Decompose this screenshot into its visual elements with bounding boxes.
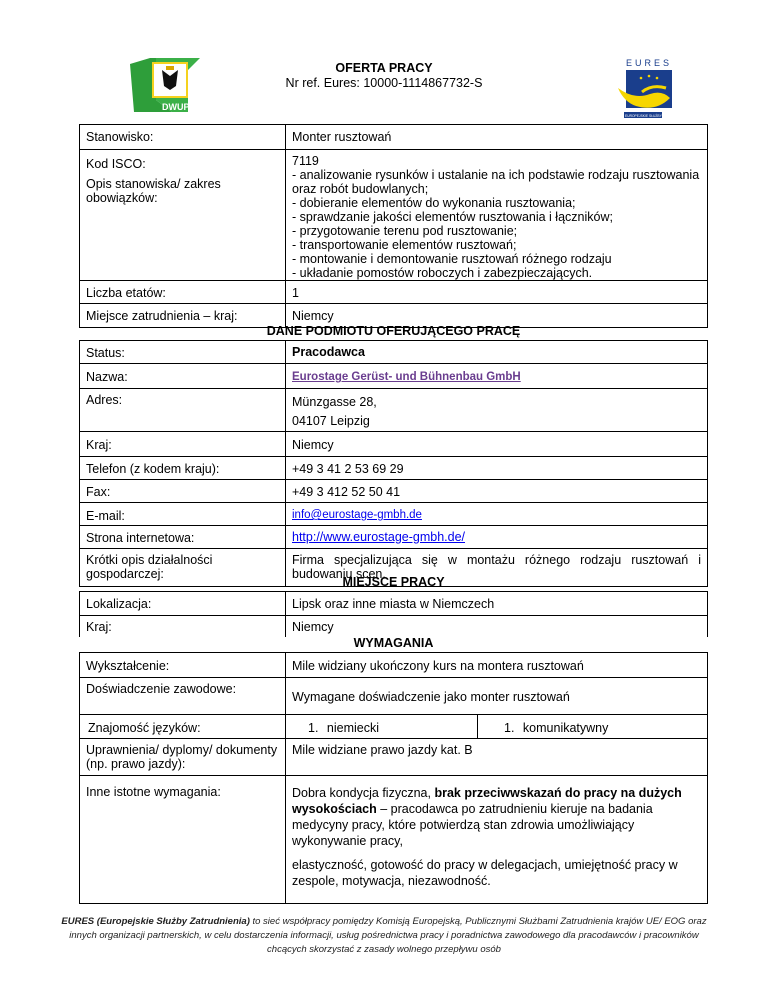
employer-table bbox=[79, 340, 708, 587]
workplace-table bbox=[79, 591, 708, 637]
language-name: niemiecki bbox=[326, 721, 380, 735]
address-line1: Münzgasse 28, bbox=[292, 395, 377, 409]
dwup-logo bbox=[126, 56, 210, 114]
employment-country-value: Niemcy bbox=[292, 309, 334, 323]
footer-eures-bold: EURES (Europejskie Służby Zatrudnienia) bbox=[61, 916, 250, 927]
duty-item: - układanie pomostów roboczych i zabezpieczających. bbox=[292, 266, 593, 280]
workplace-country-label: Kraj: bbox=[80, 616, 286, 637]
name-label: Nazwa: bbox=[80, 364, 286, 388]
status-label: Status: bbox=[80, 341, 286, 363]
duty-item: - montowanie i demontowanie rusztowań różnego rodzaju bbox=[292, 252, 612, 266]
phone-value: +49 3 41 2 53 69 29 bbox=[292, 462, 404, 476]
business-description-value: Firma specjalizująca się w montażu różnego rodzaju rusztowań i budowaniu scen. bbox=[292, 553, 701, 581]
business-description-label: Krótki opis działalności gospodarczej: bbox=[80, 549, 286, 586]
language-level-number: 1. bbox=[504, 721, 515, 735]
experience-label: Doświadczenie zawodowe: bbox=[80, 678, 286, 714]
duty-item: - przygotowanie terenu pod rusztowanie; bbox=[292, 224, 518, 238]
fax-label: Fax: bbox=[80, 480, 286, 502]
workplace-section-title: MIEJSCE PRACY bbox=[342, 575, 445, 589]
other-req-text-a: Dobra kondycja fizyczna, bbox=[292, 786, 435, 800]
other-requirements-paragraph1 bbox=[292, 785, 701, 849]
status-value: Pracodawca bbox=[292, 345, 365, 359]
address-label: Adres: bbox=[80, 389, 286, 431]
education-value: Mile widziany ukończony kurs na montera rusztowań bbox=[292, 659, 584, 673]
isco-and-description-labels bbox=[80, 150, 286, 280]
eures-logo-caption: EUROPEJSKIE SŁUŻBY ZATRUDNIENIA bbox=[625, 114, 687, 118]
country-label: Kraj: bbox=[80, 432, 286, 456]
employer-section-title: DANE PODMIOTU OFERUJĄCEGO PRACĘ bbox=[266, 324, 521, 338]
position-label: Stanowisko: bbox=[80, 125, 286, 149]
description-label: Opis stanowiska/ zakres obowiązków: bbox=[86, 177, 221, 205]
language-level-cell bbox=[478, 715, 707, 738]
isco-label: Kod ISCO: bbox=[86, 157, 146, 171]
phone-label: Telefon (z kodem kraju): bbox=[80, 457, 286, 479]
licenses-label-line2: (np. prawo jazdy): bbox=[86, 757, 186, 771]
licenses-value: Mile widziane prawo jazdy kat. B bbox=[292, 743, 473, 757]
duty-item: - sprawdzanie jakości elementów rusztowania i łączników; bbox=[292, 210, 613, 224]
requirements-section-title: WYMAGANIA bbox=[353, 636, 434, 650]
other-requirements-value bbox=[286, 776, 707, 903]
education-label: Wykształcenie: bbox=[80, 653, 286, 677]
licenses-label-line1: Uprawnienia/ dyplomy/ dokumenty bbox=[86, 743, 278, 757]
isco-value: 7119 bbox=[292, 154, 319, 168]
duty-item: - transportowanie elementów rusztowań; bbox=[292, 238, 517, 252]
fax-value: +49 3 412 52 50 41 bbox=[292, 485, 401, 499]
positions-count-label: Liczba etatów: bbox=[80, 281, 286, 303]
location-label: Lokalizacja: bbox=[80, 592, 286, 615]
employment-country-label: Miejsce zatrudnienia – kraj: bbox=[80, 304, 286, 327]
reference-number: Nr ref. Eures: 10000-1114867732-S bbox=[285, 76, 483, 90]
email-link[interactable]: info@eurostage-gmbh.de bbox=[292, 509, 422, 521]
languages-label: Znajomość języków: bbox=[80, 715, 286, 738]
footer-text: to sieć współpracy pomiędzy Komisją Europejską, Publicznymi Służbami Zatrudnienia krajów UE/ EOG oraz innych organizacji partnerskich, w celu dostarczenia informacji, usług pośrednictwa pracy i poradnictwa zawodowego dla pracodawców i pracowników chcących skorzystać z zasady wolnego przepływu osób bbox=[69, 916, 707, 955]
duty-item: - analizowanie rysunków i ustalanie na ich podstawie rodzaju rusztowania oraz robót budowlanych; bbox=[292, 168, 700, 196]
other-requirements-label: Inne istotne wymagania: bbox=[80, 776, 286, 903]
website-label: Strona internetowa: bbox=[80, 526, 286, 548]
country-value: Niemcy bbox=[292, 438, 334, 452]
other-req-text-c: – pracodawca po zatrudnieniu kieruje na badania medycyny pracy, które potwierdzą stan zdrowia umożliwiający wykonywanie pracy, bbox=[292, 802, 653, 848]
licenses-label bbox=[80, 739, 286, 775]
eures-logo-text: EURES bbox=[626, 58, 673, 68]
document-title: OFERTA PRACY bbox=[335, 61, 433, 75]
language-number: 1. bbox=[308, 721, 319, 735]
isco-and-description-values bbox=[286, 150, 707, 280]
dwup-logo-text: DWUP bbox=[162, 102, 190, 112]
employer-name-link[interactable]: Eurostage Gerüst- und Bühnenbau GmbH bbox=[292, 371, 521, 383]
workplace-country-value: Niemcy bbox=[292, 620, 334, 634]
position-value: Monter rusztowań bbox=[292, 130, 392, 144]
eures-logo bbox=[612, 54, 692, 122]
website-link[interactable]: http://www.eurostage-gmbh.de/ bbox=[292, 530, 466, 544]
language-cell bbox=[286, 715, 478, 738]
experience-value: Wymagane doświadczenie jako monter rusztowań bbox=[292, 690, 570, 704]
email-label: E-mail: bbox=[80, 503, 286, 525]
job-table bbox=[79, 124, 708, 328]
location-value: Lipsk oraz inne miasta w Niemczech bbox=[292, 597, 495, 611]
positions-count-value: 1 bbox=[292, 286, 299, 300]
requirements-table bbox=[79, 652, 708, 904]
footer-note bbox=[60, 915, 708, 957]
other-req-text-bold: brak przeciwwskazań do pracy na dużych wysokościach bbox=[292, 786, 682, 816]
language-level: komunikatywny bbox=[522, 721, 609, 735]
duty-item: - dobieranie elementów do wykonania rusztowania; bbox=[292, 196, 576, 210]
other-requirements-paragraph2: elastyczność, gotowość do pracy w delegacjach, umiejętność pracy w zespole, motywacja, niezawodność. bbox=[292, 858, 678, 888]
address-line2: 04107 Leipzig bbox=[292, 414, 370, 428]
